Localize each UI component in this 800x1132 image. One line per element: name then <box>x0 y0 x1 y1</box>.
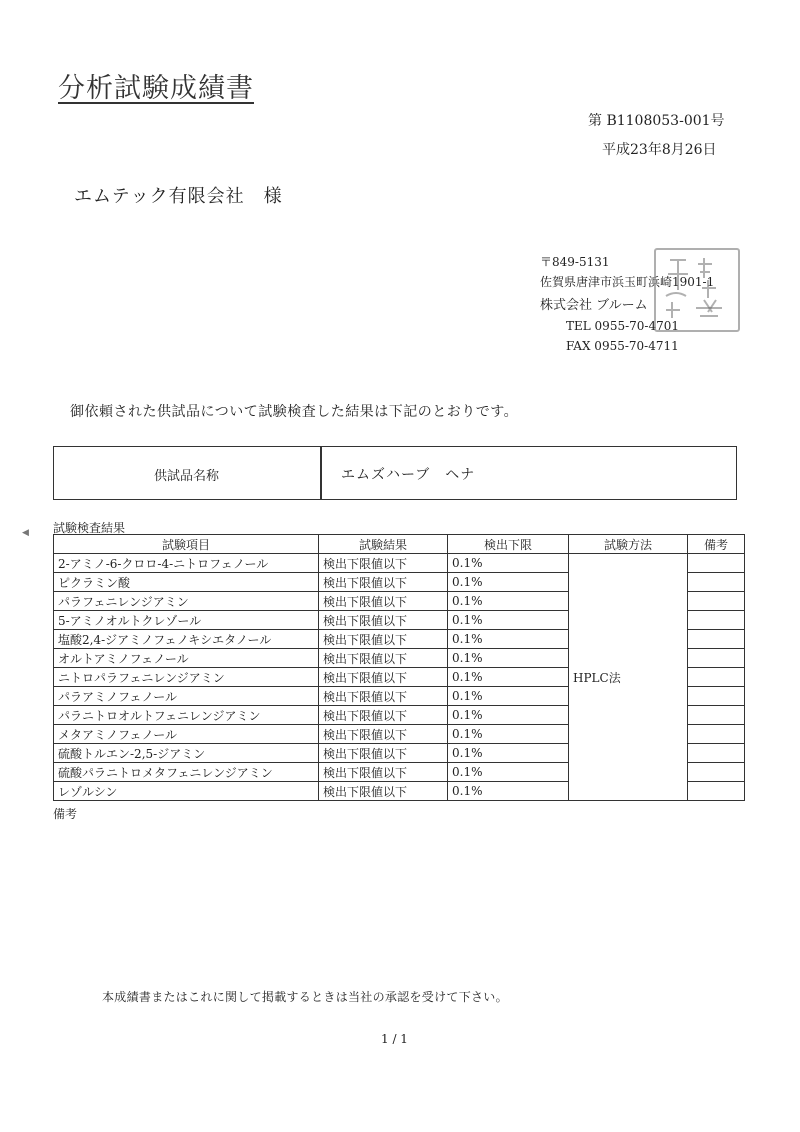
document-number: 第 B1108053-001号 <box>588 113 725 129</box>
detection-limit: 0.1% <box>448 763 569 782</box>
notes-label: 備考 <box>53 807 78 821</box>
issuer-tel: TEL 0955-70-4701 <box>566 319 680 333</box>
detection-limit: 0.1% <box>448 668 569 687</box>
test-item: パラフェニレンジアミン <box>54 592 319 611</box>
test-item: オルトアミノフェノール <box>54 649 319 668</box>
detection-limit: 0.1% <box>448 554 569 573</box>
test-item: ニトロパラフェニレンジアミン <box>54 668 319 687</box>
test-result: 検出下限値以下 <box>319 573 448 592</box>
test-method: HPLC法 <box>569 554 688 801</box>
document-title: 分析試験成績書 <box>58 73 254 104</box>
test-item: 硫酸パラニトロメタフェニレンジアミン <box>54 763 319 782</box>
recipient-name: エムテック有限会社 様 <box>74 186 283 207</box>
sample-name-box <box>53 446 737 500</box>
test-result: 検出下限値以下 <box>319 706 448 725</box>
results-caption: 試験検査結果 <box>53 521 126 535</box>
header-remarks: 備考 <box>688 535 745 554</box>
footer-note: 本成績書またはこれに関して掲載するときは当社の承認を受けて下さい。 <box>102 990 508 1004</box>
remarks-cell <box>688 573 745 592</box>
detection-limit: 0.1% <box>448 687 569 706</box>
test-item: パラニトロオルトフェニレンジアミン <box>54 706 319 725</box>
test-result: 検出下限値以下 <box>319 782 448 801</box>
test-result: 検出下限値以下 <box>319 649 448 668</box>
issuer-address: 佐賀県唐津市浜玉町浜崎1901-1 <box>540 275 715 289</box>
test-item: 5-アミノオルトクレゾール <box>54 611 319 630</box>
remarks-cell <box>688 706 745 725</box>
test-result: 検出下限値以下 <box>319 554 448 573</box>
sample-box-divider <box>320 447 322 499</box>
company-seal-stamp <box>654 248 740 332</box>
test-result: 検出下限値以下 <box>319 763 448 782</box>
detection-limit: 0.1% <box>448 782 569 801</box>
test-item: メタアミノフェノール <box>54 725 319 744</box>
issuer-postal-code: 〒849-5131 <box>540 255 610 269</box>
remarks-cell <box>688 668 745 687</box>
remarks-cell <box>688 763 745 782</box>
issuer-company: 株式会社 ブルーム <box>540 298 648 313</box>
sample-name-value: エムズハーブ ヘナ <box>341 467 476 483</box>
test-item: 塩酸2,4-ジアミノフェノキシエタノール <box>54 630 319 649</box>
remarks-cell <box>688 630 745 649</box>
page-number: 1 / 1 <box>381 1032 408 1046</box>
document-date: 平成23年8月26日 <box>602 142 717 158</box>
intro-statement: 御依頼された供試品について試験検査した結果は下記のとおりです。 <box>70 404 519 420</box>
test-result: 検出下限値以下 <box>319 611 448 630</box>
margin-mark-icon: ◀ <box>22 528 29 538</box>
test-item: レゾルシン <box>54 782 319 801</box>
test-result: 検出下限値以下 <box>319 668 448 687</box>
detection-limit: 0.1% <box>448 725 569 744</box>
test-item: パラアミノフェノール <box>54 687 319 706</box>
remarks-cell <box>688 554 745 573</box>
header-test-item: 試験項目 <box>54 535 319 554</box>
sample-name-label: 供試品名称 <box>154 469 220 484</box>
header-test-result: 試験結果 <box>319 535 448 554</box>
header-test-method: 試験方法 <box>569 535 688 554</box>
test-result: 検出下限値以下 <box>319 592 448 611</box>
detection-limit: 0.1% <box>448 611 569 630</box>
remarks-cell <box>688 744 745 763</box>
detection-limit: 0.1% <box>448 706 569 725</box>
remarks-cell <box>688 592 745 611</box>
remarks-cell <box>688 687 745 706</box>
header-detection-limit: 検出下限 <box>448 535 569 554</box>
test-item: ピクラミン酸 <box>54 573 319 592</box>
issuer-fax: FAX 0955-70-4711 <box>566 339 679 353</box>
seal-stamp-icon <box>656 250 734 326</box>
test-result: 検出下限値以下 <box>319 725 448 744</box>
detection-limit: 0.1% <box>448 573 569 592</box>
detection-limit: 0.1% <box>448 744 569 763</box>
detection-limit: 0.1% <box>448 592 569 611</box>
results-header-row <box>54 535 745 554</box>
remarks-cell <box>688 649 745 668</box>
remarks-cell <box>688 725 745 744</box>
table-row <box>54 554 745 573</box>
results-table <box>53 534 745 801</box>
test-item: 2-アミノ-6-クロロ-4-ニトロフェノール <box>54 554 319 573</box>
detection-limit: 0.1% <box>448 630 569 649</box>
test-result: 検出下限値以下 <box>319 630 448 649</box>
test-item: 硫酸トルエン-2,5-ジアミン <box>54 744 319 763</box>
remarks-cell <box>688 782 745 801</box>
test-result: 検出下限値以下 <box>319 744 448 763</box>
remarks-cell <box>688 611 745 630</box>
detection-limit: 0.1% <box>448 649 569 668</box>
test-result: 検出下限値以下 <box>319 687 448 706</box>
